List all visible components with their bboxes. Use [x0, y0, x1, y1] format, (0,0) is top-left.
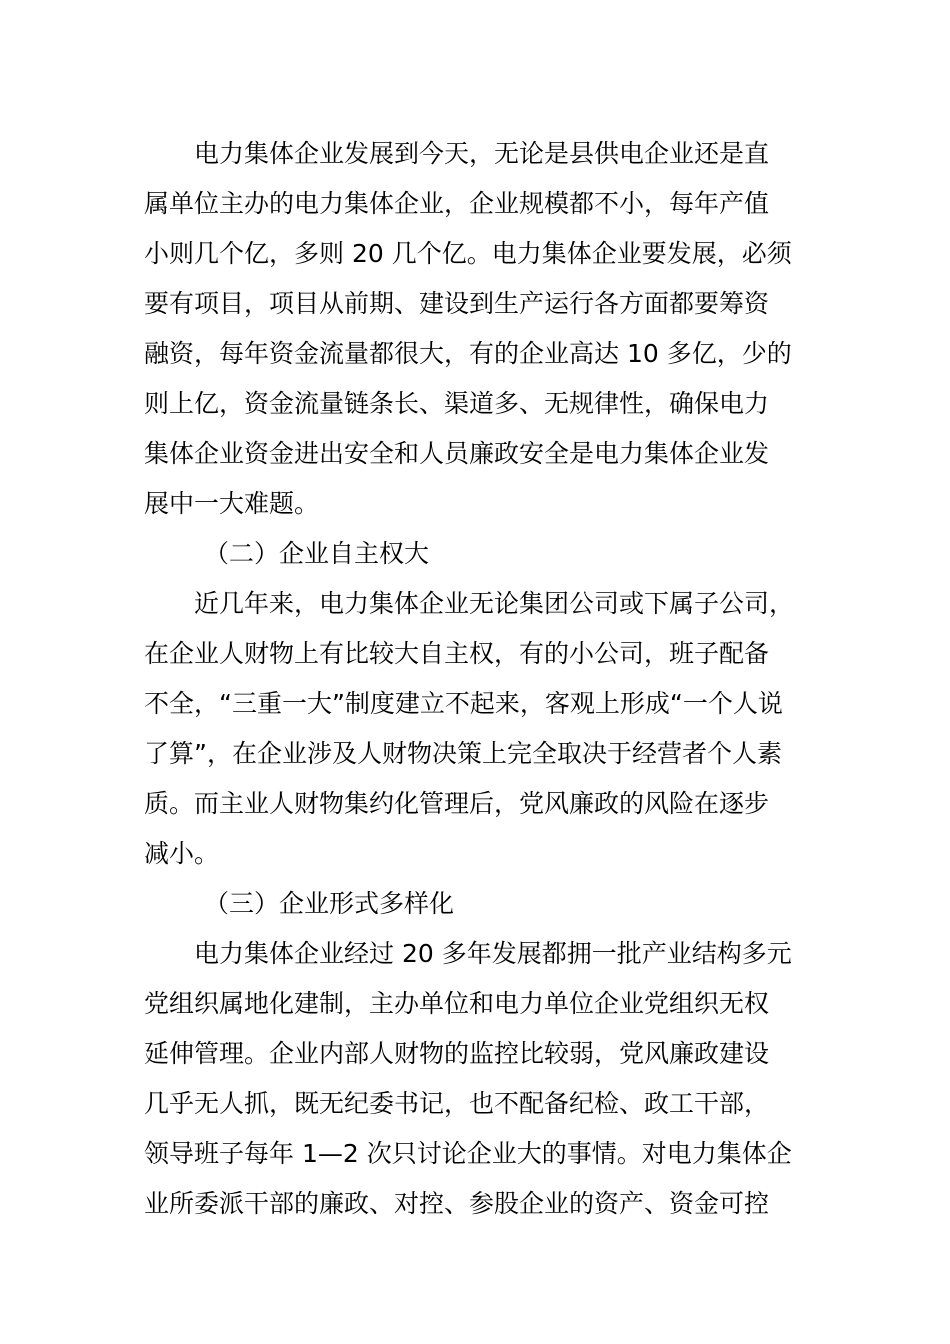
- paragraph-line: 不全，“三重一大”制度建立不起来，客观上形成“一个人说: [144, 689, 783, 718]
- paragraph-line: 几乎无人抓，既无纪委书记，也不配备纪检、政工干部，: [144, 1089, 770, 1118]
- paragraph-line: 电力集体企业发展到今天，无论是县供电企业还是直: [194, 139, 770, 168]
- paragraph-line: 要有项目，项目从前期、建设到生产运行各方面都要筹资: [144, 289, 770, 318]
- paragraph-line: 小则几个亿，多则 20 几个亿。电力集体企业要发展，必须: [144, 239, 792, 268]
- paragraph-line: 减小。: [144, 839, 220, 868]
- paragraph-line: 质。而主业人财物集约化管理后，党风廉政的风险在逐步: [144, 789, 770, 818]
- section-heading-3: （三）企业形式多样化: [204, 889, 455, 918]
- paragraph-line: 领导班子每年 1—2 次只讨论企业大的事情。对电力集体企: [144, 1139, 792, 1168]
- paragraph-line: 在企业人财物上有比较大自主权，有的小公司，班子配备: [144, 639, 770, 668]
- paragraph-line: 延伸管理。企业内部人财物的监控比较弱，党风廉政建设: [144, 1039, 770, 1068]
- section-heading-2: （二）企业自主权大: [204, 539, 430, 568]
- paragraph-3: [144, 929, 834, 1229]
- paragraph-line: 近几年来，电力集体企业无论集团公司或下属子公司，: [194, 589, 795, 618]
- document-body: [144, 129, 834, 1229]
- paragraph-line: 融资，每年资金流量都很大，有的企业高达 10 多亿，少的: [144, 339, 792, 368]
- paragraph-line: 属单位主办的电力集体企业，企业规模都不小，每年产值: [144, 189, 770, 218]
- paragraph-2: [144, 579, 834, 879]
- paragraph-line: 则上亿，资金流量链条长、渠道多、无规律性，确保电力: [144, 389, 770, 418]
- paragraph-line: 业所委派干部的廉政、对控、参股企业的资产、资金可控: [144, 1189, 770, 1218]
- paragraph-line: 了算”，在企业涉及人财物决策上完全取决于经营者个人素: [144, 739, 782, 768]
- paragraph-line: 电力集体企业经过 20 多年发展都拥一批产业结构多元: [194, 939, 792, 968]
- paragraph-line: 展中一大难题。: [144, 489, 320, 518]
- paragraph-1: [144, 129, 834, 529]
- paragraph-line: 集体企业资金进出安全和人员廉政安全是电力集体企业发: [144, 439, 770, 468]
- paragraph-line: 党组织属地化建制，主办单位和电力单位企业党组织无权: [144, 989, 770, 1018]
